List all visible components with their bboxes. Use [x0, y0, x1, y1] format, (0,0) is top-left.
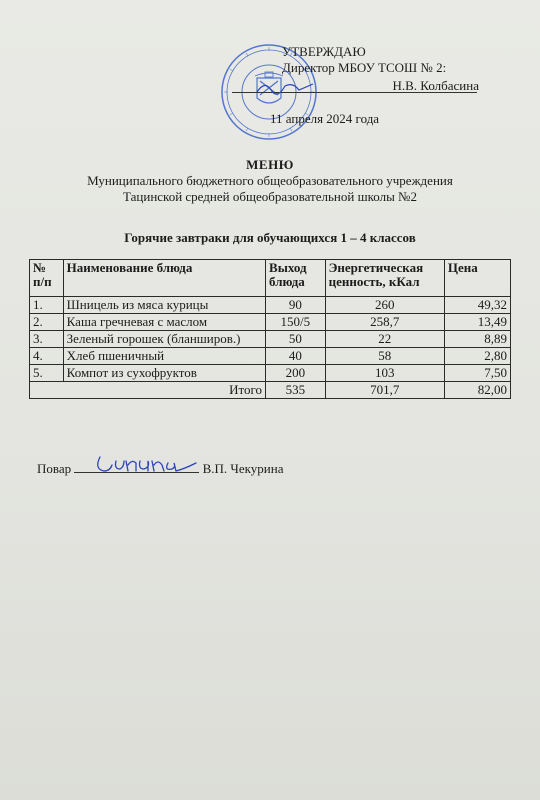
row-price: 7,50 — [444, 365, 510, 382]
table-header-row — [30, 260, 511, 297]
header-name: Наименование блюда — [63, 260, 265, 297]
director-name: Н.В. Колбасина — [392, 78, 479, 93]
approval-heading: УТВЕРЖДАЮ — [282, 44, 366, 59]
approval-position: Директор МБОУ ТСОШ № 2: — [282, 60, 447, 75]
row-yield: 50 — [266, 331, 326, 348]
row-price: 49,32 — [444, 297, 510, 314]
table-row — [30, 348, 511, 365]
table-row — [30, 365, 511, 382]
total-yield: 535 — [266, 382, 326, 399]
cook-label: Повар — [37, 461, 72, 476]
row-num: 4. — [30, 348, 64, 365]
total-price: 82,00 — [444, 382, 510, 399]
row-yield: 40 — [266, 348, 326, 365]
cook-name: В.П. Чекурина — [202, 461, 284, 476]
page-title: МЕНЮ — [246, 157, 294, 172]
row-yield: 200 — [266, 365, 326, 382]
meal-title: Горячие завтраки для обучающихся 1 – 4 классов — [124, 230, 416, 245]
approval-date: 11 апреля 2024 года — [270, 111, 380, 126]
header-yield: Выход блюда — [266, 260, 326, 297]
organization-line-2: Тацинской средней общеобразовательной школы №2 — [123, 189, 417, 204]
header-num: № п/п — [30, 260, 64, 297]
row-num: 3. — [30, 331, 64, 348]
row-energy: 58 — [325, 348, 444, 365]
row-num: 1. — [30, 297, 64, 314]
cook-signature — [92, 447, 202, 479]
row-name: Шницель из мяса курицы — [63, 297, 265, 314]
row-num: 5. — [30, 365, 64, 382]
header-energy: Энергетическая ценность, кКал — [325, 260, 444, 297]
total-energy: 701,7 — [325, 382, 444, 399]
header-price: Цена — [444, 260, 510, 297]
row-yield: 150/5 — [266, 314, 326, 331]
row-energy: 103 — [325, 365, 444, 382]
table-row — [30, 331, 511, 348]
total-label: Итого — [30, 382, 266, 399]
table-total-row — [30, 382, 511, 399]
table-row — [30, 297, 511, 314]
row-name: Зеленый горошек (бланширов.) — [63, 331, 265, 348]
organization-line-1: Муниципального бюджетного общеобразовательного учреждения — [87, 173, 453, 188]
row-name: Хлеб пшеничный — [63, 348, 265, 365]
menu-table — [29, 259, 511, 399]
row-energy: 258,7 — [325, 314, 444, 331]
row-yield: 90 — [266, 297, 326, 314]
row-name: Компот из сухофруктов — [63, 365, 265, 382]
row-price: 13,49 — [444, 314, 510, 331]
row-energy: 260 — [325, 297, 444, 314]
row-num: 2. — [30, 314, 64, 331]
row-price: 8,89 — [444, 331, 510, 348]
row-energy: 22 — [325, 331, 444, 348]
row-price: 2,80 — [444, 348, 510, 365]
director-signature — [255, 76, 315, 98]
row-name: Каша гречневая с маслом — [63, 314, 265, 331]
table-row — [30, 314, 511, 331]
